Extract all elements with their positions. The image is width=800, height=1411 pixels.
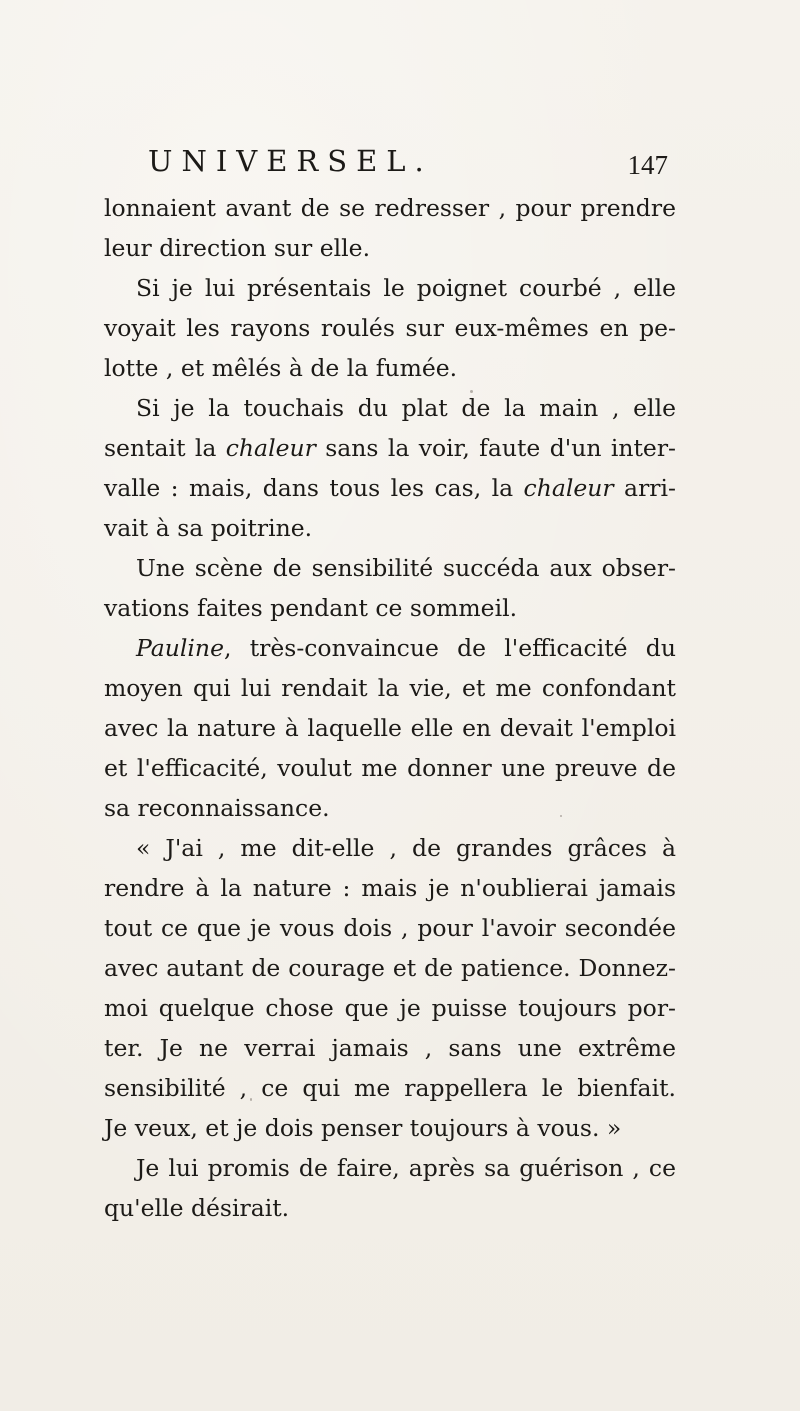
text-segment: , très-convaincue de l'efficacité du	[223, 634, 676, 662]
text-segment: sentait la	[104, 434, 226, 462]
text-line: lonnaient avant de se redresser , pour prendre	[104, 194, 676, 222]
text-line	[104, 748, 676, 788]
text-line: Si je lui présentais le poignet courbé , elle	[136, 274, 676, 302]
text-line	[104, 428, 676, 468]
italic-name: Pauline	[136, 634, 224, 662]
text-line: ter. Je ne verrai jamais , sans une extrême	[104, 1034, 676, 1062]
running-title: UNIVERSEL.	[148, 144, 433, 178]
paper-speck	[470, 390, 473, 393]
text-line	[104, 788, 676, 828]
text-segment: arri-	[613, 474, 676, 502]
text-line	[104, 388, 676, 428]
text-line	[104, 708, 676, 748]
paper-speck	[250, 1098, 252, 1101]
text-segment: avec la nature à laquelle elle en devait l'emploi	[104, 714, 676, 742]
text-line: Je veux, et je dois penser toujours à vous. »	[104, 1114, 622, 1142]
text-segment: sans la voir, faute d'un inter-	[315, 434, 677, 462]
text-line: moi quelque chose que je puisse toujours por-	[104, 994, 676, 1022]
italic-word: chaleur	[225, 434, 316, 462]
body-text	[104, 188, 676, 1228]
text-line: vations faites pendant ce sommeil.	[104, 594, 518, 622]
text-segment: vait à sa poitrine.	[104, 514, 313, 542]
text-segment: moyen qui lui rendait la vie, et me confondant	[104, 674, 676, 702]
text-line: sensibilité , ce qui me rappellera le bienfait.	[104, 1074, 676, 1102]
text-line	[104, 628, 676, 668]
text-line: Une scène de sensibilité succéda aux obser-	[136, 554, 676, 582]
page-header	[148, 140, 668, 182]
text-line: voyait les rayons roulés sur eux-mêmes en pe-	[104, 314, 676, 342]
text-line: « J'ai , me dit-elle , de grandes grâces à	[136, 834, 676, 862]
text-line: Je lui promis de faire, après sa guérison , ce	[136, 1154, 676, 1182]
text-segment: valle : mais, dans tous les cas, la	[104, 474, 524, 502]
text-line	[104, 508, 676, 548]
paper-speck	[560, 815, 562, 817]
text-line: lotte , et mêlés à de la fumée.	[104, 354, 458, 382]
text-segment: Si je la touchais du plat de la main , elle	[136, 394, 676, 422]
text-line	[104, 468, 676, 508]
text-line	[104, 668, 676, 708]
text-line: avec autant de courage et de patience. Donnez-	[104, 954, 676, 982]
text-line: leur direction sur elle.	[104, 234, 371, 262]
text-line: rendre à la nature : mais je n'oublierai jamais	[104, 874, 676, 902]
paper-speck	[520, 1000, 523, 1002]
text-line: qu'elle désirait.	[104, 1194, 290, 1222]
text-line: tout ce que je vous dois , pour l'avoir secondée	[104, 914, 676, 942]
text-segment: sa reconnaissance.	[104, 794, 330, 822]
text-segment: et l'efficacité, voulut me donner une preuve de	[104, 754, 676, 782]
page-number: 147	[627, 150, 668, 180]
italic-word: chaleur	[523, 474, 614, 502]
